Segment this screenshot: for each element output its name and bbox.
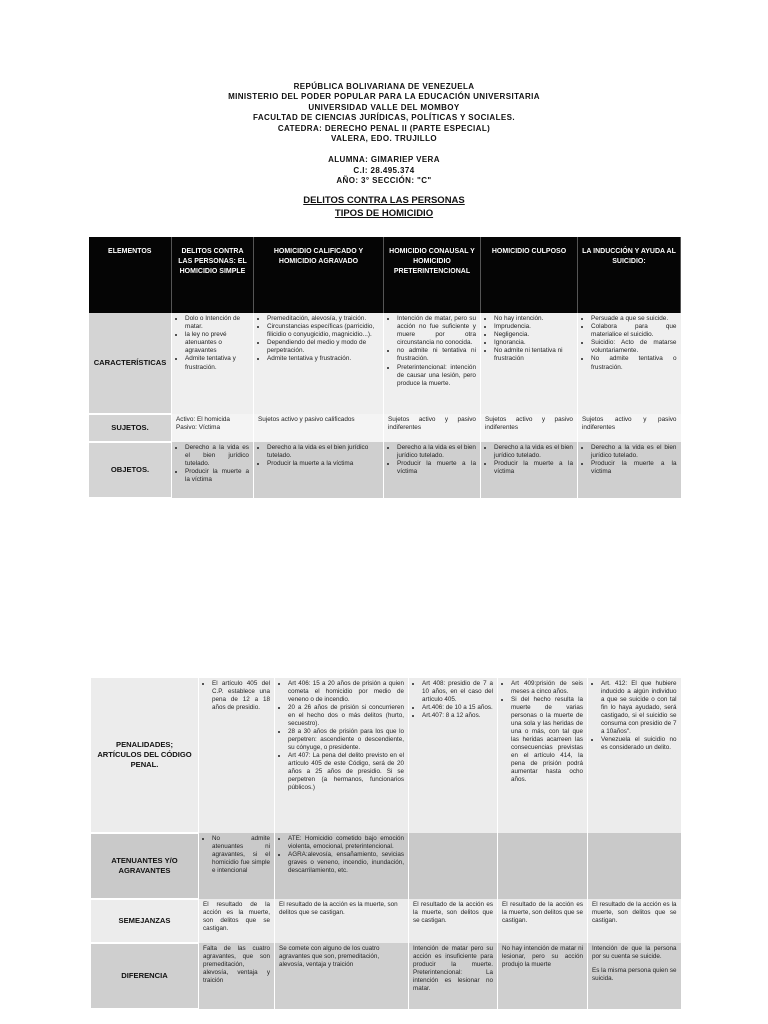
list-item: • AGRA:alevosía, ensañamiento, sevicias graves o veneno, incendio, inundación, descarrilamiento, etc. (288, 851, 404, 875)
row-header: ATENUANTES Y/O AGRAVANTES (91, 833, 199, 899)
table-cell (254, 313, 384, 414)
list-item: • Producir la muerte a la víctima (185, 468, 249, 484)
table-cell (254, 442, 384, 498)
document-title (0, 194, 768, 220)
table-cell (481, 313, 578, 414)
table-cell (172, 313, 254, 414)
table-cell (384, 442, 481, 498)
table-cell: El resultado de la acción es la muerte, son delitos que se castigan. (588, 899, 681, 943)
list-item: • Producir la muerte a la víctima (591, 460, 677, 476)
table-cell (275, 678, 409, 833)
header-line: MINISTERIO DEL PODER POPULAR PARA LA EDUCACIÓN UNIVERSITARIA (228, 92, 540, 102)
table-cell: El resultado de la acción es la muerte, son delitos que se castigan. (498, 899, 588, 943)
homicide-types-table (88, 237, 681, 499)
list-item: • No admite ni tentativa ni frustración (494, 347, 573, 363)
list-item: • No admite atenuantes ni agravantes, si el homicidio fue simple e intencional (212, 835, 270, 875)
header-line: UNIVERSIDAD VALLE DEL MOMBOY (308, 102, 460, 112)
table-row (91, 678, 681, 833)
table-cell (588, 833, 681, 899)
list-item: • Art. 412: El que hubiere inducido a algún individuo a que se suicide o con tal fin lo haya ayudado, será castigado, si el suicidio se consuma con presidio de 7 a 10años". (601, 680, 677, 736)
table-cell (578, 313, 681, 414)
list-item: • Suicidio: Acto de matarse voluntariamente. (591, 339, 677, 355)
list-item: • Producir la muerte a la víctima (494, 460, 573, 476)
table-cell (481, 442, 578, 498)
column-header: LA INDUCCIÓN Y AYUDA AL SUICIDIO: (578, 237, 681, 313)
list-item: • Derecho a la vida es el bien jurídico tutelado. (185, 444, 249, 468)
list-item: • Producir la muerte a la víctima (397, 460, 476, 476)
homicide-types-table-continued (90, 678, 681, 1010)
cell-paragraph: Es la misma persona quien se suicida. (592, 967, 677, 982)
row-header: SUJETOS. (89, 414, 172, 442)
table-cell: El resultado de la acción es la muerte, son delitos que se castigan. (409, 899, 498, 943)
list-item: • 28 a 30 años de prisión para los que lo perpetren: ascendiente o descendiente, su cónyuge, o presidente. (288, 728, 404, 752)
list-item: • Dolo o Intención de matar. (185, 315, 249, 331)
table-cell (275, 833, 409, 899)
table-row (89, 442, 681, 498)
table-cell: Falta de las cuatro agravantes, que son premeditación, alevosía, ventaja y traición (199, 943, 275, 1009)
header-line: VALERA, EDO. TRUJILLO (330, 134, 438, 144)
list-item: • Premeditación, alevosía, y traición. (267, 315, 379, 323)
table-cell: Sujetos activo y pasivo indiferentes (384, 414, 481, 442)
table-cell (384, 313, 481, 414)
student-section: AÑO: 3° SECCIÓN: "C" (336, 176, 432, 186)
header-line: FACULTAD DE CIENCIAS JURÍDICAS, POLÍTICAS Y SOCIALES. (253, 113, 515, 123)
column-header: ELEMENTOS (89, 237, 172, 313)
list-item: • Admite tentativa y frustración. (267, 355, 379, 363)
table-row (91, 833, 681, 899)
row-header: CARACTERÍSTICAS (89, 313, 172, 414)
list-item: • Art.406: de 10 a 15 años. (422, 704, 493, 712)
table-cell: No hay intención de matar ni lesionar, pero su acción produjo la muerte (498, 943, 588, 1009)
list-item: • Derecho a la vida es el bien jurídico tutelado. (591, 444, 677, 460)
list-item: • Art 408: presidio de 7 a 10 años, en el caso del artículo 405. (422, 680, 493, 704)
list-item: • Art 407: La pena del delito previsto en el artículo 405 de este Código, será de 20 años a 25 años de presidio. Si se perpetren (a hermanos, funcionarios públicos.) (288, 752, 404, 792)
list-item: • No admite tentativa o frustración. (591, 355, 677, 371)
list-item: • Intención de matar, pero su acción no fue suficiente y muere por otra circunstancia no conocida. (397, 315, 476, 347)
row-header: PENALIDADES; ARTÍCULOS DEL CÓDIGO PENAL. (91, 678, 199, 833)
table-cell: Se comete con alguno de los cuatro agravantes que son, premeditación, alevosía, ventaja y traición (275, 943, 409, 1009)
list-item: • no admite ni tentativa ni frustración. (397, 347, 476, 363)
table-row (91, 943, 681, 1009)
list-item: • No hay intención. (494, 315, 573, 323)
list-item: • la ley no prevé atenuantes o agravantes (185, 331, 249, 355)
list-item: • Producir la muerte a la víctima (267, 460, 379, 468)
list-item: • ATE: Homicidio cometido bajo emoción violenta, emocional, preterintencional. (288, 835, 404, 851)
table-cell: Sujetos activo y pasivo indiferentes (481, 414, 578, 442)
cell-paragraph: Intención de que la persona por su cuenta se suicide. (592, 945, 677, 960)
row-header: OBJETOS. (89, 442, 172, 498)
title-line-1: DELITOS CONTRA LAS PERSONAS (303, 195, 465, 206)
document-header (0, 82, 768, 187)
list-item: • Persuade a que se suicide. (591, 315, 677, 323)
table-cell (199, 678, 275, 833)
list-item: • Colabora para que materialice el suicidio. (591, 323, 677, 339)
list-item: • Venezuela el suicidio no es considerado un delito. (601, 736, 677, 752)
list-item: • Derecho a la vida es el bien jurídico tutelado. (267, 444, 379, 460)
column-header: HOMICIDIO CONAUSAL Y HOMICIDIO PRETERINTENCIONAL (384, 237, 481, 313)
list-item: • Imprudencia. (494, 323, 573, 331)
table-cell: El resultado de la acción es la muerte, son delitos que se castigan. (275, 899, 409, 943)
header-line: REPÚBLICA BOLIVARIANA DE VENEZUELA (293, 82, 475, 91)
list-item: • Derecho a la vida es el bien jurídico tutelado. (494, 444, 573, 460)
header-line: CATEDRA: DERECHO PENAL II (PARTE ESPECIAL) (277, 123, 491, 133)
list-item: • El artículo 405 del C.P. establece una pena de 12 a 18 años de presidio. (212, 680, 270, 712)
table-cell: Sujetos activo y pasivo indiferentes (578, 414, 681, 442)
table-cell (199, 833, 275, 899)
list-item: • Ignorancia. (494, 339, 573, 347)
list-item: • Negligencia. (494, 331, 573, 339)
list-item: • Art 406: 15 a 20 años de prisión a quien cometa el homicidio por medio de veneno o de incendio. (288, 680, 404, 704)
table-cell (588, 678, 681, 833)
list-item: • Admite tentativa y frustración. (185, 355, 249, 371)
student-name: ALUMNA: GIMARIEP VERA (328, 155, 440, 165)
table-cell (409, 833, 498, 899)
table-header-row (89, 237, 681, 313)
table-cell: Activo: El homicida Pasivo: Víctima (172, 414, 254, 442)
table-row (89, 313, 681, 414)
list-item: • 20 a 26 años de prisión si concurrieren en el hecho dos o más delitos (hurto, secuestro). (288, 704, 404, 728)
list-item: • Derecho a la vida es el bien jurídico tutelado. (397, 444, 476, 460)
table-row (91, 899, 681, 943)
column-header: HOMICIDIO CULPOSO (481, 237, 578, 313)
column-header: HOMICIDIO CALIFICADO Y HOMICIDIO AGRAVADO (254, 237, 384, 313)
row-header: DIFERENCIA (91, 943, 199, 1009)
table-cell (588, 943, 681, 1009)
table-row (89, 414, 681, 442)
list-item: • Art.407: 8 a 12 años. (422, 712, 493, 720)
table-cell (498, 678, 588, 833)
list-item: • Si del hecho resulta la muerte de varias personas o la muerte de una sola y las heridas de una o más, con tal que las heridas acarreen las consecuencias previstas en el artículo 414, la pena de prisión podrá aumentar hasta ocho años. (511, 696, 583, 784)
list-item: • Circunstancias específicas (parricidio, filicidio o conyugicidio, magnicidio...). (267, 323, 379, 339)
table-cell: El resultado de la acción es la muerte, son delitos que se castigan. (199, 899, 275, 943)
list-item: • Preterintencional: intención de causar una lesión, pero produce la muerte. (397, 364, 476, 388)
table-cell (409, 678, 498, 833)
table-cell (498, 833, 588, 899)
table-cell: Sujetos activo y pasivo calificados (254, 414, 384, 442)
table-cell: Intención de matar pero su acción es insuficiente para producir la muerte. Preterintencional: La intención es lesionar no matar. (409, 943, 498, 1009)
student-id: C.I: 28.495.374 (353, 165, 415, 175)
column-header: DELITOS CONTRA LAS PERSONAS: EL HOMICIDIO SIMPLE (172, 237, 254, 313)
table-cell (578, 442, 681, 498)
title-line-2: TIPOS DE HOMICIDIO (334, 208, 434, 219)
row-header: SEMEJANZAS (91, 899, 199, 943)
list-item: • Art 409:prisión de seis meses a cinco años. (511, 680, 583, 696)
list-item: • Dependiendo del medio y modo de perpetración. (267, 339, 379, 355)
table-cell (172, 442, 254, 498)
